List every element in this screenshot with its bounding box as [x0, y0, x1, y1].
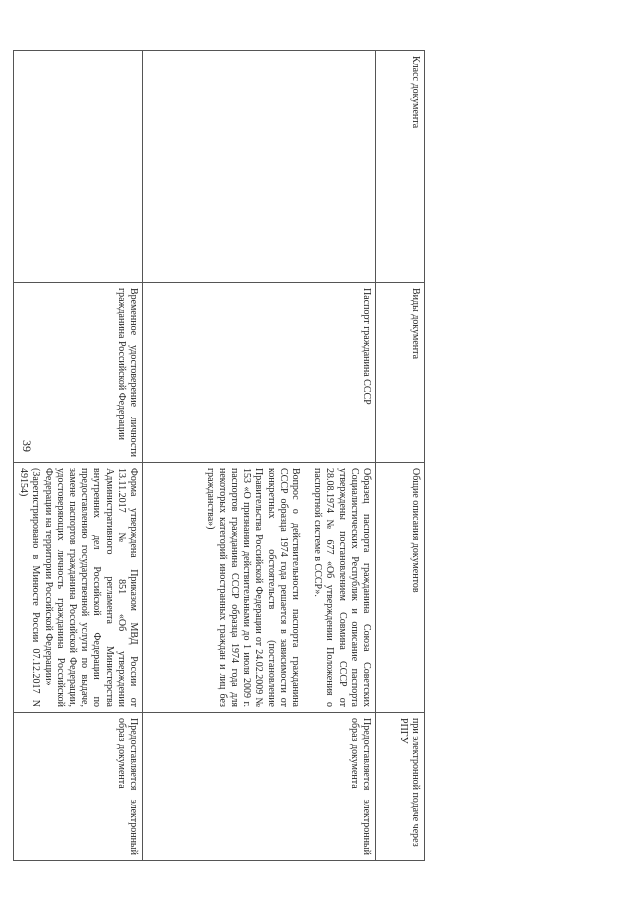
- header-electronic: при электронной подаче через РПГУ: [376, 713, 425, 861]
- page-number: 39: [20, 440, 34, 452]
- description-paragraph: Образец паспорта гражданина Союза Советских Социалистических Республик и описание паспорта утверждены постановлением Совмина СССР от 28.08.1974 № 677 «Об утверждении Положения о паспортной системе в СССР».: [312, 468, 372, 707]
- cell-class: [143, 51, 376, 283]
- cell-description: [14, 463, 143, 713]
- cell-electronic: Предоставляется электронный образ документа: [14, 713, 143, 861]
- header-class: Класс документа: [376, 51, 425, 283]
- description-paragraph: Вопрос о действительности паспорта гражданина СССР образца 1974 года решается в зависимости от конкретных обстоятельств (постановление Правительства Российской Федерации от 24.02.2009 № 153 «О признании действительными до 1 июля 2009 г. паспортов гражданина СССР образца 1974 года для некоторых категорий иностранных граждан и лиц без гражданства»): [204, 468, 302, 707]
- header-description: Общие описания документов: [376, 463, 425, 713]
- paragraph-gap: [301, 468, 311, 707]
- table-row: [14, 51, 143, 861]
- header-type: Виды документа: [376, 283, 425, 463]
- cell-description: [143, 463, 376, 713]
- table-header-row: [376, 51, 425, 861]
- table-row: [143, 51, 376, 861]
- cell-type: Временное удостоверение личности гражданина Российской Федерации: [14, 283, 143, 463]
- cell-electronic: Предоставляется электронный образ документа: [143, 713, 376, 861]
- cell-type: Паспорт гражданина СССР: [143, 283, 376, 463]
- documents-table: [13, 50, 425, 861]
- description-paragraph: (Зарегистрировано в Минюсте России 07.12.2017 N 49154): [18, 468, 42, 707]
- cell-class: [14, 51, 143, 283]
- description-paragraph: Форма утверждена Приказом МВД России от 13.11.2017 № 851 «Об утверждении Административного регламента Министерства внутренних дел Российской Федерации по предоставлению государственной услуги по выдаче, замене паспортов гражданина Российской Федерации, удостоверяющих личность гражданина Российской Федерации на территории Российской Федерации»: [42, 468, 139, 707]
